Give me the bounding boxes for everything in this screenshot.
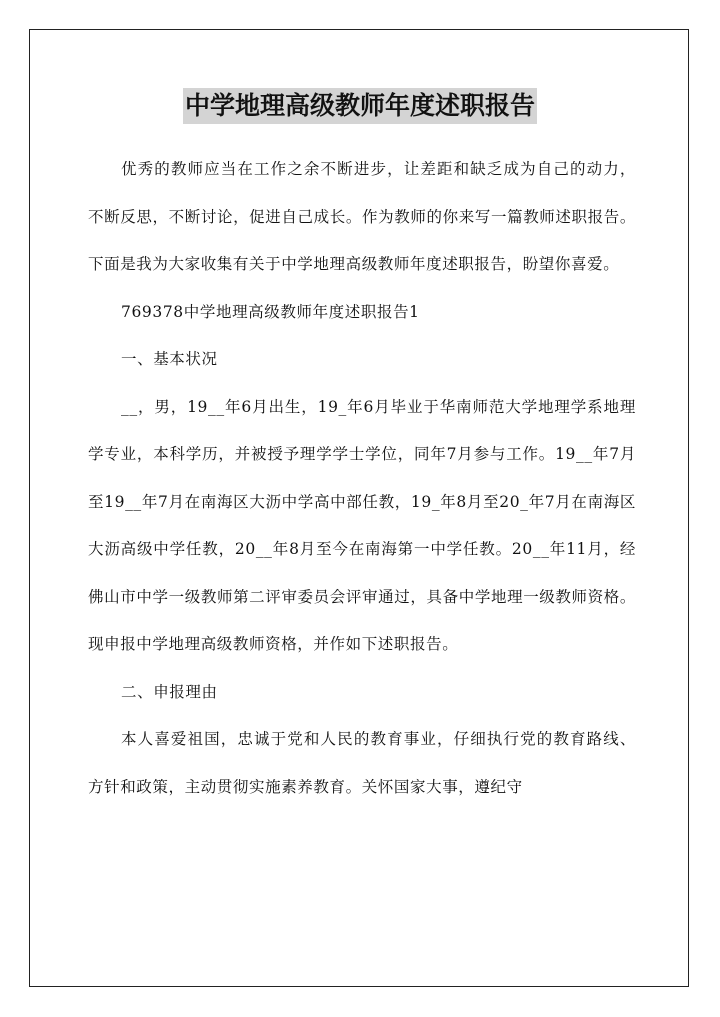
document-title: 中学地理高级教师年度述职报告 [183, 88, 537, 124]
paragraph-basic-situation: __，男，19__年6月出生，19_年6月毕业于华南师范大学地理学系地理学专业，本科学历，并被授予理学学士学位，同年7月参与工作。19__年7月至19__年7月在南海区大沥中学高中部任教，19_年8月至20_年7月在南海区大沥高级中学任教，20__年8月至今在南海第一中学任教。20__年11月，经佛山市中学一级教师第二评审委员会评审通过，具备中学地理一级教师资格。现申报中学地理高级教师资格，并作如下述职报告。 [88, 397, 636, 653]
paragraph-reasons: 本人喜爱祖国，忠诚于党和人民的教育事业，仔细执行党的教育路线、方针和政策，主动贯彻实施素养教育。关怀国家大事，遵纪守 [88, 730, 636, 796]
section-heading-basic-situation: 一、基本状况 [121, 350, 218, 368]
section-heading-report-1: 769378中学地理高级教师年度述职报告1 [121, 302, 420, 321]
section-heading-reasons: 二、申报理由 [121, 682, 218, 701]
document-body [88, 146, 636, 811]
title-container [0, 88, 720, 124]
paragraph-intro: 优秀的教师应当在工作之余不断进步，让差距和缺乏成为自己的动力，不断反思，不断讨论，促进自己成长。作为教师的你来写一篇教师述职报告。下面是我为大家收集有关于中学地理高级教师年度述职报告，盼望你喜爱。 [88, 160, 636, 273]
